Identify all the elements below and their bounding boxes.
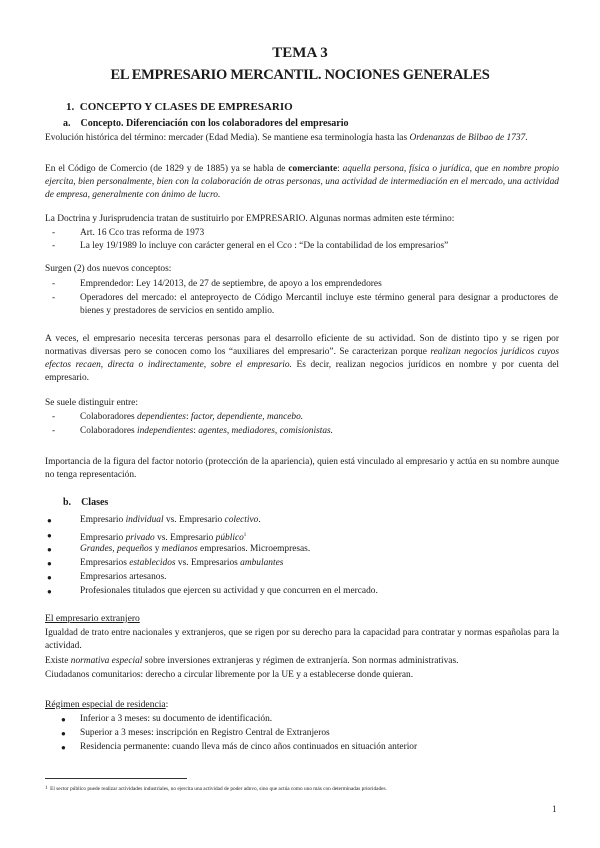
bullet-icon: ● [47, 545, 52, 554]
list-item: Emprendedor: Ley 14/2013, de 27 de septiembre, de apoyo a los emprendedores [80, 279, 382, 289]
extranjero-heading: El empresario extranjero [45, 613, 140, 624]
paragraph-factor-notorio: Importancia de la figura del factor notorio (protección de la apariencia), quien está vinculado al empresario y actúa en su nombre aunque no tenga representación. [45, 457, 559, 480]
subsection-a-text: Concepto. Diferenciación con los colaboradores del empresario [80, 118, 349, 129]
section-number: 1. [66, 101, 75, 113]
paragraph-evolucion: Evolución histórica del término: mercader (Edad Media). Se mantiene esa terminología hasta las Ordenanzas de Bilbao de 1737. [45, 133, 528, 143]
footnote-separator [45, 778, 187, 779]
page-title: EL EMPRESARIO MERCANTIL. NOCIONES GENERALES [110, 67, 490, 83]
chapter-label: TEMA 3 [272, 45, 328, 61]
list-item: Operadores del mercado: el anteproyecto de Código Mercantil incluye este término general para designar a productores de bienes y prestadores de servicios en sentido amplio. [80, 293, 558, 316]
bullet-icon: ● [47, 559, 52, 568]
list-item: Colaboradores dependientes: factor, dependiente, mancebo. [80, 412, 304, 422]
subsection-a-letter: a. [63, 118, 71, 129]
paragraph-auxiliares: A veces, el empresario necesita terceras personas para el desarrollo eficiente de su actividad. Son de distinto tipo y se rigen por normativas diversas pero se conocen como los “auxiliares del empresario”. Se caracterizan porque realizan negocios jurídicos cuyos efectos recaen, directa o indirectamente, sobre el empresario. Es decir, realizan negocios jurídicos en nombre y por cuenta del empresario. [45, 334, 560, 383]
list-item: Profesionales titulados que ejercen su actividad y que concurren en el mercado. [80, 586, 378, 596]
subsection-a-heading [63, 118, 349, 129]
list-item: Residencia permanente: cuando lleva más de cinco años continuados en situación anterior [80, 742, 418, 752]
list-item: Grandes, pequeños y medianos empresarios. Microempresas. [80, 544, 311, 554]
bullet-icon: ● [47, 573, 52, 582]
list-item: Superior a 3 meses: inscripción en Registro Central de Extranjeros [80, 728, 330, 738]
paragraph-doctrina: La Doctrina y Jurisprudencia tratan de sustituirlo por EMPRESARIO. Algunas normas admiten este término: [45, 214, 455, 224]
list-item: Inferior a 3 meses: su documento de identificación. [80, 714, 273, 724]
list-item: Empresarios artesanos. [80, 572, 167, 582]
list-item: Empresario privado vs. Empresario público$^1$ [80, 533, 247, 544]
residencia-heading: Régimen especial de residencia: [45, 699, 169, 710]
bullet-icon: ● [61, 715, 66, 724]
document-page: TEMA 3 EL EMPRESARIO MERCANTIL. NOCIONES GENERALES 1. CONCEPTO Y CLASES DE EMPRESARIO a. Concepto. Diferenciación con los colaboradores del empresario Evolución histórica del término: mercader (Edad Media). Se mantiene esa terminología hasta las Ordenanzas de Bilbao de 1737. En el Código de Comercio (de 1829 y de 1885) ya se habla de comerciante: aquella persona, física o jurídica, que en nombre propio ejercita, bien personalmente, bien con la colaboración de otras personas, una actividad de intermediación en el mercado, una actividad de empresa, generalmente con ánimo de lucro. La Doctrina y Jurisprudencia tratan de sustituirlo por EMPRESARIO. Algunas normas admiten este término: - Art. 16 Cco tras reforma de 1973 - La ley 19/1989 lo incluye con carácter general en el Cco : “De la contabilidad de los empresarios” Surgen (2) dos nuevos conceptos: - Emprendedor: Ley 14/2013, de 27 de septiembre, de apoyo a los emprendedores - Operadores del mercado: el anteproyecto de Código Mercantil incluye este término general para designar a productores de bienes y prestadores de servicios en sentido amplio. A veces, el empresario necesita terceras personas para el desarrollo eficiente de su actividad. Son de distinto tipo y se rigen por normativas diversas pero se conocen como los “auxiliares del empresario”. Se caracterizan porque realizan negocios jurídicos cuyos efectos recaen, directa o indirectamente, sobre el empresario. Es decir, realizan negocios jurídicos en nombre y por cuenta del empresario. Se suele distinguir entre: - Colaboradores dependientes: factor, dependiente, mancebo. - Colaboradores independientes: agentes, mediadores, comisionistas. Importancia de la figura del factor notorio (protección de la apariencia), quien está vinculado al empresario y actúa en su nombre aunque no tenga representación. b. Clases ● Empresario individual vs. Empresario colectivo. ● Empresario privado vs. Empresario público$^1$ ● Grandes, pequeños y medianos empresarios. Microempresas. ● Empresarios establecidos vs. Empresarios ambulantes ● Empresarios artesanos. ● Profesionales titulados que ejercen su actividad y que concurren en el mercado. El empresario extranjero Igualdad de trato entre nacionales y extranjeros, que se rigen por su derecho para la capacidad para contratar y normas españolas para la actividad. Existe normativa especial sobre inversiones extranjeras y régimen de extranjería. Son normas administrativas. Ciudadanos comunitarios: derecho a circular libremente por la UE y a establecerse donde quieran. Régimen especial de residencia: ● Inferior a 3 meses: su documento de identificación. ● Superior a 3 meses: inscripción en Registro Central de Extranjeros ● Residencia permanente: cuando lleva más de cinco años continuados en situación anterior $^1$ El sector público puede realizar actividades industriales, no ejercita una actividad de poder adnvo, sino que actúa como uno más con determinadas prioridades. 1 [0, 0, 600, 848]
paragraph-distinguir: Se suele distinguir entre: [45, 398, 138, 408]
section-heading [66, 101, 293, 113]
paragraph-codigo-comercio: En el Código de Comercio (de 1829 y de 1885) ya se habla de comerciante: aquella persona, física o jurídica, que en nombre propio ejercita, bien personalmente, bien con la colaboración de otras personas, una actividad de intermediación en el mercado, una actividad de empresa, generalmente con ánimo de lucro. [45, 164, 559, 200]
footnote-reference[interactable]: 1 [243, 533, 247, 538]
footnote-text: El sector público puede realizar actividades industriales, no ejercita una actividad de poder adnvo, sino que actúa como uno más con determinadas prioridades. [50, 786, 387, 792]
bullet-icon: ● [47, 516, 52, 525]
list-item: Colaboradores independientes: agentes, mediadores, comisionistas. [80, 426, 334, 436]
footnote [45, 785, 565, 793]
paragraph-comunitarios: Ciudadanos comunitarios: derecho a circular libremente por la UE y a establecerse donde quieran. [45, 670, 414, 680]
list-item: La ley 19/1989 lo incluye con carácter general en el Cco : “De la contabilidad de los empresarios” [80, 241, 449, 251]
subsection-b-letter: b. [63, 497, 72, 508]
paragraph-surgen: Surgen (2) dos nuevos conceptos: [45, 264, 172, 274]
bullet-icon: ● [47, 587, 52, 596]
bullet-icon: ● [47, 531, 52, 540]
list-item: Empresarios establecidos vs. Empresarios ambulantes [80, 558, 284, 568]
section-heading-text: CONCEPTO Y CLASES DE EMPRESARIO [79, 101, 293, 113]
bullet-icon: ● [61, 729, 66, 738]
list-item: Art. 16 Cco tras reforma de 1973 [80, 228, 205, 238]
list-item: Empresario individual vs. Empresario colectivo. [80, 515, 261, 525]
footnote-mark: 1 [45, 786, 48, 791]
subsection-b-text: Clases [81, 497, 109, 508]
page-number: 1 [552, 804, 557, 814]
subsection-b-heading [63, 497, 108, 508]
paragraph-normativa: Existe normativa especial sobre inversiones extranjeras y régimen de extranjería. Son normas administrativas. [45, 656, 459, 666]
bullet-icon: ● [61, 743, 66, 752]
paragraph-igualdad: Igualdad de trato entre nacionales y extranjeros, que se rigen por su derecho para la capacidad para contratar y normas españolas para la actividad. [45, 628, 559, 651]
